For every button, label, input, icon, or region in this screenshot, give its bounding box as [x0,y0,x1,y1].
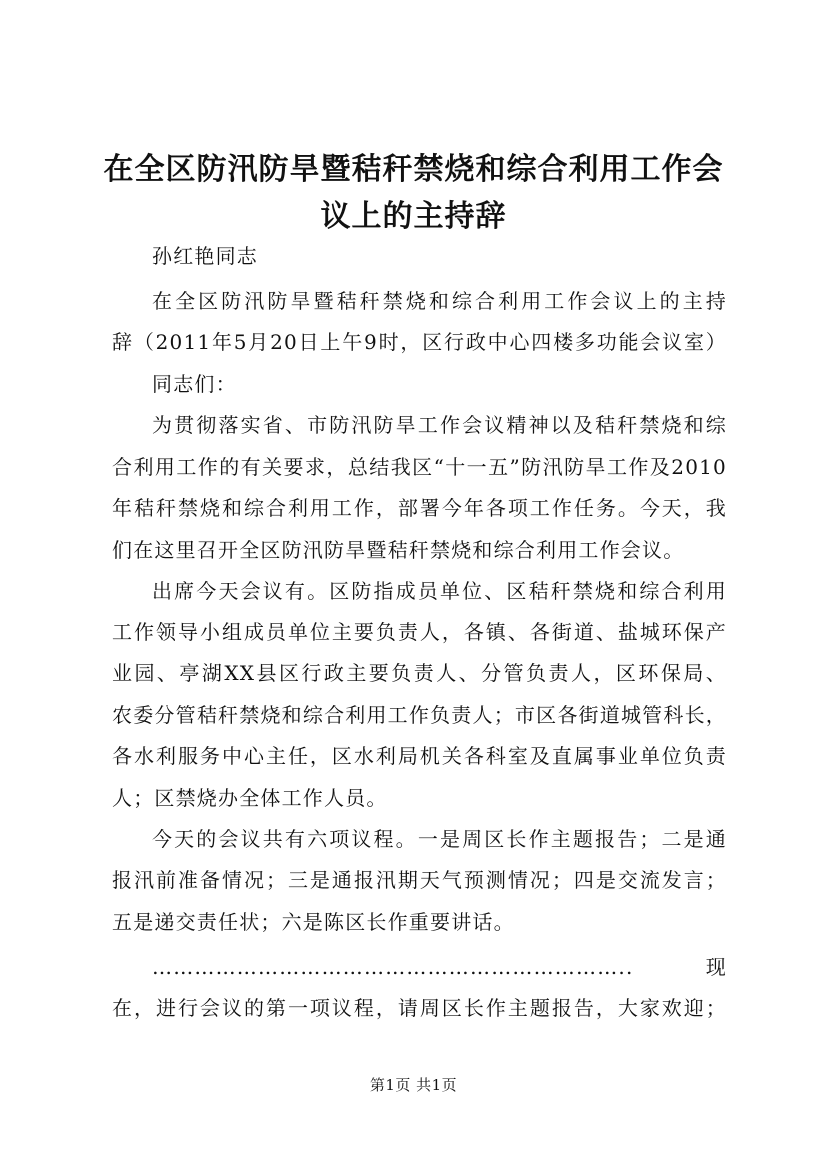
document-title-line-1: 在全区防汛防旱暨秸秆禁烧和综合利用工作会 [103,152,724,187]
salutation-line: 同志们： [152,372,237,396]
body-line: 农委分管秸秆禁烧和综合利用工作负责人；市区各街道城管科长， [112,703,727,727]
body-line: 年秸秆禁烧和综合利用工作，部署今年各项工作任务。今天，我 [112,496,727,520]
body-line: 为贯彻落实省、市防汛防旱工作会议精神以及秸秆禁烧和综 [152,413,727,437]
page-number-footer: 第1页 共1页 [369,1076,458,1094]
body-line: 业园、亭湖XX县区行政主要负责人、分管负责人，区环保局、 [112,661,727,685]
document-title-line-2: 议上的主持辞 [320,199,507,234]
body-line: 各水利服务中心主任，区水利局机关各科室及直属事业单位负责 [112,744,727,768]
body-line: 在，进行会议的第一项议程，请周区长作主题报告，大家欢迎； [112,996,727,1020]
body-line: 合利用工作的有关要求，总结我区“十一五”防汛防旱工作及2010 [112,455,727,479]
body-line: 今天的会议共有六项议程。一是周区长作主题报告；二是通 [152,827,727,851]
body-line: 工作领导小组成员单位主要负责人，各镇、各街道、盐城环保产 [112,620,727,644]
body-line: 辞（2011年5月20日上午9时，区行政中心四楼多功能会议室） [112,330,727,354]
body-line-ellipsis: …………………………………………………………..现 [152,955,727,979]
addressee-line: 孙红艳同志 [152,244,258,268]
body-line: 出席今天会议有。区防指成员单位、区秸秆禁烧和综合利用 [152,579,727,603]
body-line: 们在这里召开全区防汛防旱暨秸秆禁烧和综合利用工作会议。 [112,538,685,562]
body-line: 五是递交责任状；六是陈区长作重要讲话。 [112,910,515,934]
body-line: 在全区防汛防旱暨秸秆禁烧和综合利用工作会议上的主持 [152,289,727,313]
body-line: 人；区禁烧办全体工作人员。 [112,786,388,810]
body-line: 报汛前准备情况；三是通报汛期天气预测情况；四是交流发言； [112,868,727,892]
